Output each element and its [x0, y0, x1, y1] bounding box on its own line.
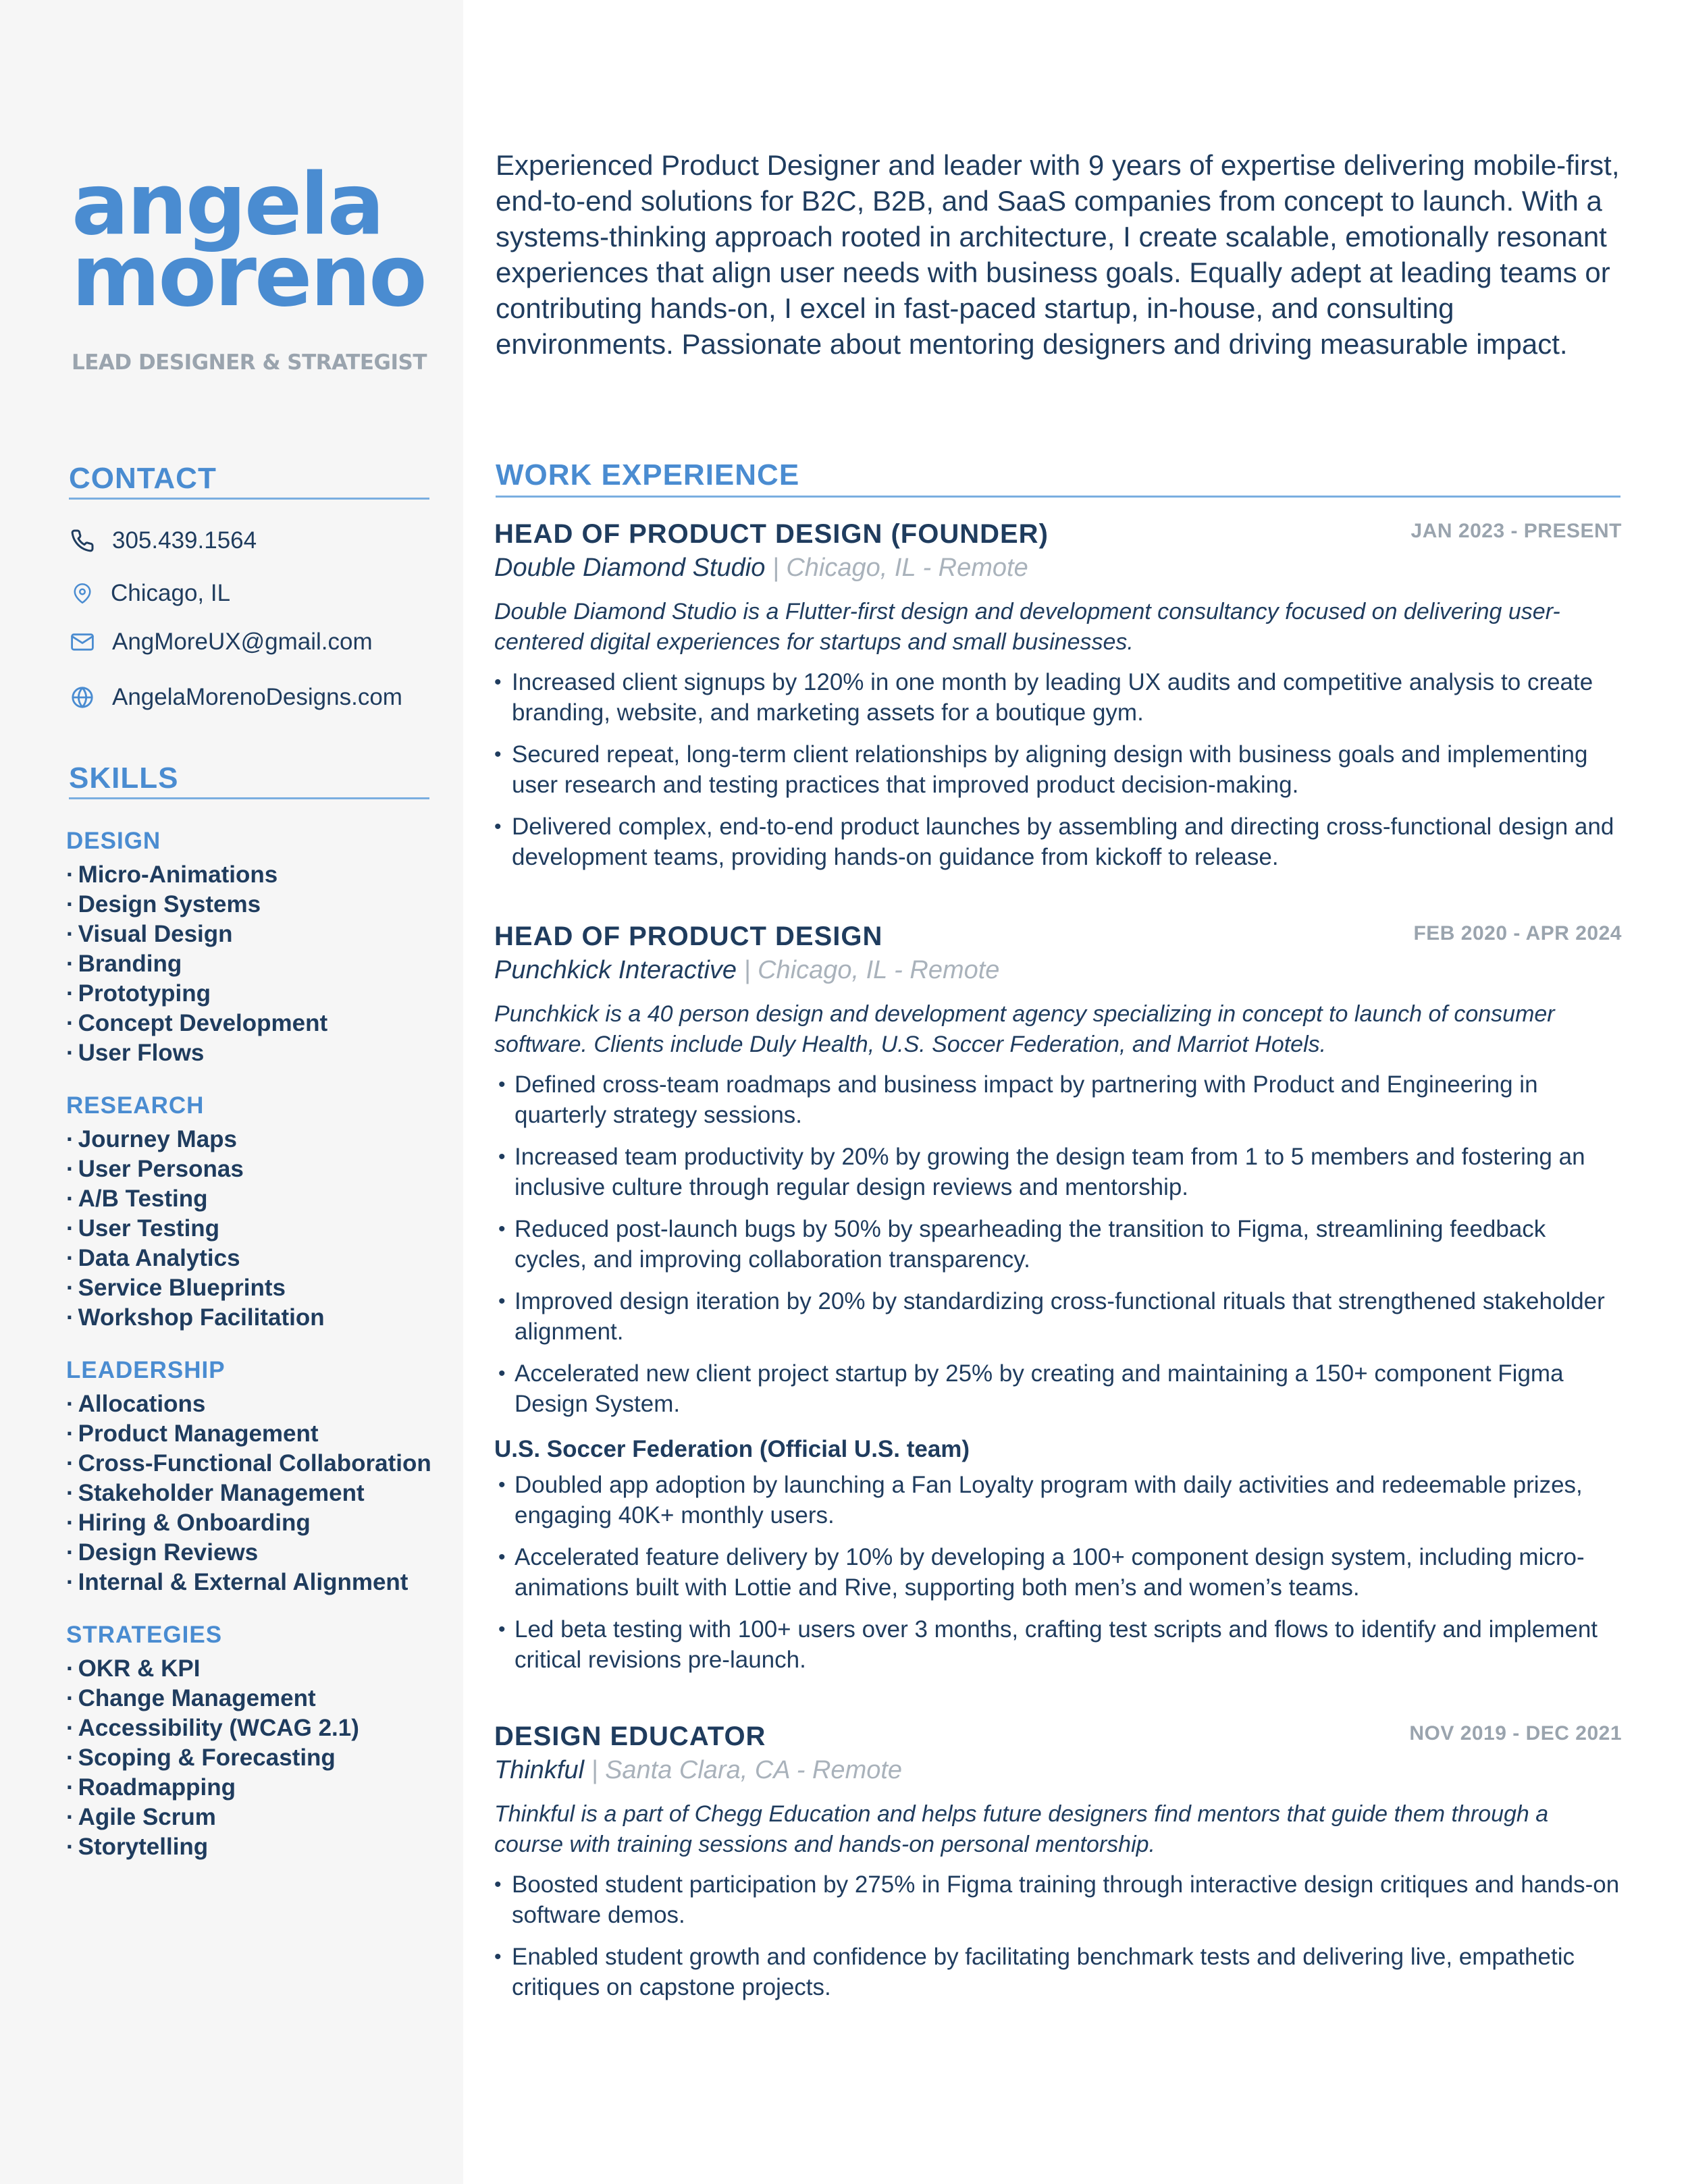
list-item: • Led beta testing with 100+ users over 3 months, crafting test scripts and flows to identify and implement critical revisions pre-launch.: [494, 1614, 1622, 1675]
separator: |: [765, 554, 787, 582]
list-item: • Delivered complex, end-to-end product launches by assembling and directing cross-functional design and development teams, providing hands-on guidance from kickoff to release.: [494, 811, 1622, 872]
skill-item: · Prototyping: [66, 979, 458, 1009]
job-location: Chicago, IL - Remote: [758, 956, 1000, 984]
skill-category: LEADERSHIP: [66, 1357, 226, 1383]
client-subheading: U.S. Soccer Federation (Official U.S. team): [494, 1436, 970, 1462]
tagline: LEAD DESIGNER & STRATEGIST: [72, 350, 427, 375]
list-item: • Accelerated feature delivery by 10% by developing a 100+ component design system, including micro-animations built with Lottie and Rive, supporting both men’s and women’s teams.: [494, 1542, 1622, 1603]
skill-item: · Product Management: [66, 1419, 458, 1449]
skill-item: · Journey Maps: [66, 1125, 458, 1154]
phone-number: 305.439.1564: [112, 527, 257, 554]
skill-item: · Workshop Facilitation: [66, 1303, 458, 1333]
company-name: Punchkick Interactive: [494, 956, 737, 984]
job-company-line: [494, 953, 1622, 987]
job-thinkful: [494, 1720, 1622, 2014]
job-date: NOV 2019 - DEC 2021: [1409, 1722, 1622, 1744]
contact-heading: CONTACT: [69, 461, 429, 500]
location-text: Chicago, IL: [111, 580, 231, 606]
contact-email: [69, 625, 373, 659]
skill-item: · Design Systems: [66, 890, 458, 920]
list-item: • Accelerated new client project startup by 25% by creating and maintaining a 150+ component Figma Design System.: [494, 1358, 1622, 1419]
skill-item: · Stakeholder Management: [66, 1479, 458, 1508]
skill-item: · Visual Design: [66, 920, 458, 949]
skill-item: · Agile Scrum: [66, 1803, 458, 1832]
contact-phone: [69, 524, 257, 558]
skill-group-design: [66, 826, 458, 1068]
client-bullets: [494, 1470, 1622, 1675]
separator: |: [737, 956, 758, 984]
skill-item: · A/B Testing: [66, 1184, 458, 1214]
skill-item: · User Testing: [66, 1214, 458, 1244]
skill-item: · Cross-Functional Collaboration: [66, 1449, 458, 1479]
job-title: HEAD OF PRODUCT DESIGN: [494, 922, 883, 951]
job-description: Thinkful is a part of Chegg Education and helps future designers find mentors that guide them through a course with training sessions and hands-on personal mentorship.: [494, 1801, 1549, 1857]
job-bullets: [494, 1869, 1622, 2002]
globe-icon: [69, 684, 96, 711]
skill-item: · OKR & KPI: [66, 1654, 458, 1684]
list-item: • Doubled app adoption by launching a Fan Loyalty program with daily activities and redeemable prizes, engaging 40K+ monthly users.: [494, 1470, 1622, 1530]
list-item: • Increased client signups by 120% in one month by leading UX audits and competitive analysis to create branding, website, and marketing assets for a boutique gym.: [494, 667, 1622, 728]
list-item: • Boosted student participation by 275% in Figma training through interactive design critiques and hands-on software demos.: [494, 1869, 1622, 1930]
contact-location: [69, 577, 230, 610]
job-description: Punchkick is a 40 person design and development agency specializing in concept to launch of consumer software. Clients include Duly Health, U.S. Soccer Federation, and Marriot Hotels.: [494, 1001, 1555, 1057]
skill-item: · User Personas: [66, 1154, 458, 1184]
job-title: HEAD OF PRODUCT DESIGN (FOUNDER): [494, 519, 1049, 549]
profile-summary: Experienced Product Designer and leader with 9 years of expertise delivering mobile-first, end-to-end solutions for B2C, B2B, and SaaS companies from concept to launch. With a systems-thinking approach rooted in architecture, I create scalable, emotionally resonant experiences that align user needs with business goals. Equally adept at leading teams or contributing hands-on, I excel in fast-paced startup, in-house, and consulting environments. Passionate about mentoring designers and driving measurable impact.: [496, 149, 1620, 360]
job-description: Double Diamond Studio is a Flutter-first design and development consultancy focused on delivering user-centered digital experiences for startups and small businesses.: [494, 599, 1560, 655]
list-item: • Enabled student growth and confidence by facilitating benchmark tests and delivering live, empathetic critiques on capstone projects.: [494, 1942, 1622, 2002]
contact-website: [69, 681, 402, 714]
mail-icon: [69, 629, 96, 656]
skill-item: · Change Management: [66, 1684, 458, 1713]
job-date: FEB 2020 - APR 2024: [1413, 922, 1622, 944]
job-bullets: [494, 667, 1622, 872]
list-item: • Defined cross-team roadmaps and business impact by partnering with Product and Engineering in quarterly strategy sessions.: [494, 1069, 1622, 1130]
website-url[interactable]: AngelaMorenoDesigns.com: [112, 684, 402, 710]
job-company-line: [494, 1753, 1622, 1787]
skill-item: · Scoping & Forecasting: [66, 1743, 458, 1773]
skill-item: · Service Blueprints: [66, 1273, 458, 1303]
skill-item: · Design Reviews: [66, 1538, 458, 1568]
skill-item: · User Flows: [66, 1038, 458, 1068]
skill-category: STRATEGIES: [66, 1622, 223, 1648]
job-location: Santa Clara, CA - Remote: [605, 1756, 903, 1784]
location-pin-icon: [69, 580, 96, 607]
skill-item: · Hiring & Onboarding: [66, 1508, 458, 1538]
skill-item: · Storytelling: [66, 1832, 458, 1862]
skill-item: · Data Analytics: [66, 1244, 458, 1273]
skills-heading: SKILLS: [69, 761, 429, 799]
skill-category: RESEARCH: [66, 1092, 205, 1119]
candidate-name: [72, 155, 450, 325]
job-company-line: [494, 551, 1622, 585]
phone-icon: [69, 527, 96, 554]
skill-item: · Accessibility (WCAG 2.1): [66, 1713, 458, 1743]
skill-group-research: [66, 1091, 458, 1333]
job-bullets: [494, 1069, 1622, 1419]
job-punchkick: [494, 920, 1622, 1686]
skill-item: · Roadmapping: [66, 1773, 458, 1803]
email-address[interactable]: AngMoreUX@gmail.com: [112, 629, 373, 655]
first-name: angela: [72, 155, 383, 254]
company-name: Thinkful: [494, 1756, 585, 1784]
job-date: JAN 2023 - PRESENT: [1410, 520, 1622, 542]
job-location: Chicago, IL - Remote: [786, 554, 1028, 582]
skill-group-leadership: [66, 1356, 458, 1597]
list-item: • Secured repeat, long-term client relationships by aligning design with business goals and implementing user research and testing practices that improved product decision-making.: [494, 739, 1622, 800]
list-item: • Increased team productivity by 20% by growing the design team from 1 to 5 members and fostering an inclusive culture through regular design reviews and mentorship.: [494, 1142, 1622, 1202]
work-experience-heading: WORK EXPERIENCE: [496, 458, 1620, 498]
last-name: moreno: [72, 226, 425, 325]
list-item: • Reduced post-launch bugs by 50% by spearheading the transition to Figma, streamlining feedback cycles, and improving collaboration transparency.: [494, 1214, 1622, 1275]
job-double-diamond: [494, 517, 1622, 884]
skill-category: DESIGN: [66, 828, 161, 854]
skill-group-strategies: [66, 1620, 458, 1862]
skill-item: · Allocations: [66, 1389, 458, 1419]
skill-item: · Branding: [66, 949, 458, 979]
list-item: • Improved design iteration by 20% by standardizing cross-functional rituals that strengthened stakeholder alignment.: [494, 1286, 1622, 1347]
skill-item: · Micro-Animations: [66, 860, 458, 890]
company-name: Double Diamond Studio: [494, 554, 766, 582]
separator: |: [584, 1756, 606, 1784]
skill-item: · Internal & External Alignment: [66, 1568, 458, 1597]
job-title: DESIGN EDUCATOR: [494, 1722, 766, 1751]
skill-item: · Concept Development: [66, 1009, 458, 1038]
